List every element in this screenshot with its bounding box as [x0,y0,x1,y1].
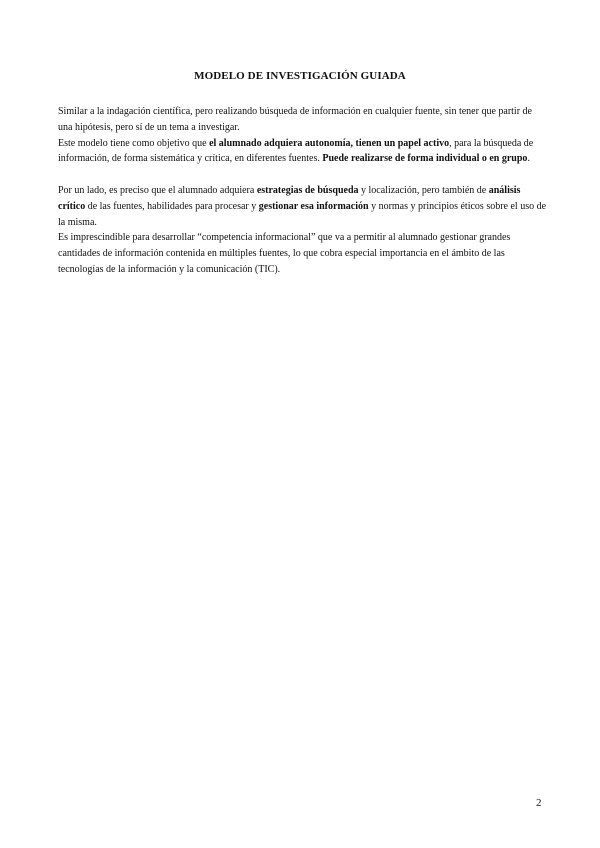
body-paragraph [58,183,548,230]
body-text: de las fuentes, habilidades para procesar y [85,200,259,212]
bold-text: Puede realizarse de forma individual o en grupo [322,153,528,165]
body-text: Este modelo tiene como objetivo que [58,137,210,149]
body-text: , para la búsqueda de información, de forma sistemática y crítica, en diferentes fuentes. [58,137,534,165]
paragraph-spacer [58,167,548,183]
body-paragraph [58,136,548,168]
page-number: 2 [536,797,542,809]
body-text: Similar a la indagación científica, pero realizando búsqueda de información en cualquier fuente, sin tener que partir de una hipótesis, pero sí de un tema a investigar. [58,106,532,133]
body-text: . [527,153,530,165]
body-text: Por un lado, es preciso que el alumnado adquiera [58,184,257,196]
bold-text: gestionar esa información [258,200,369,212]
bold-text: el alumnado adquiera autonomía, tienen un papel activo [209,137,450,149]
document-body [58,104,548,278]
body-text: Es imprescindible para desarrollar “competencia informacional” que va a permitir al alumnado gestionar grandes cantidades de información contenida en múltiples fuentes, lo que cobra especial importancia en el ámbito de las tecnologías de la información y la comunicación (TIC). [58,232,511,275]
bold-text: análisis crítico [58,184,521,212]
document-title: MODELO DE INVESTIGACIÓN GUIADA [194,70,406,82]
body-paragraph [58,104,548,136]
body-text: y localización, pero también de [358,184,489,196]
bold-text: estrategias de búsqueda [256,184,359,196]
body-paragraph [58,230,548,277]
body-text: y normas y principios éticos sobre el uso de la misma. [58,200,547,228]
